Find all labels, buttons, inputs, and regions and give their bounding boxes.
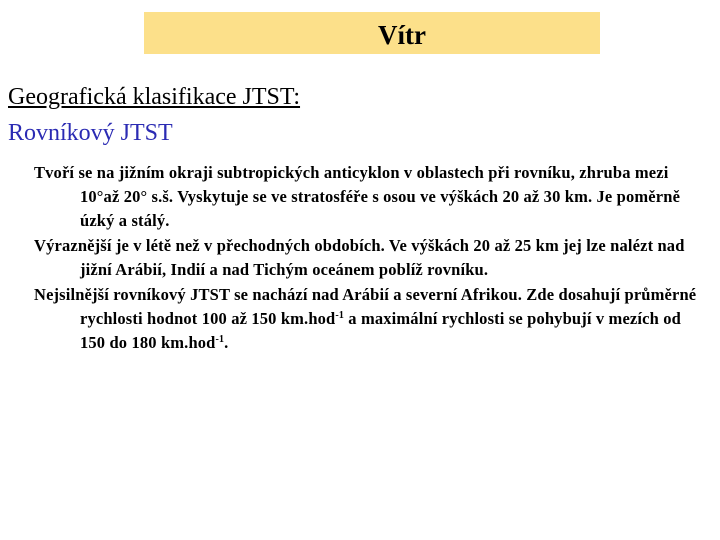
- body-text: [34, 161, 704, 356]
- paragraph-3-part-b: a maximální rychlosti se pohybují v mezích od 150 do 180 km.hod: [80, 309, 681, 352]
- classification-heading: Geografická klasifikace JTST:: [8, 84, 301, 110]
- slide-title: Vítr: [378, 19, 426, 50]
- title-box: [144, 12, 600, 54]
- paragraph-3-part-c: .: [224, 333, 229, 352]
- subheading-equatorial-jtst: Rovníkový JTST: [8, 120, 173, 146]
- paragraph-2: Výraznější je v létě než v přechodných obdobích. Ve výškách 20 až 25 km jej lze nalézt nad jižní Arábií, Indií a nad Tichým oceánem poblíž rovníku.: [34, 236, 685, 279]
- superscript-exponent: -1: [335, 310, 345, 321]
- paragraph-1: Tvoří se na jižním okraji subtropických anticyklon v oblastech při rovníku, zhruba mezi 10°až 20° s.š. Vyskytuje se ve stratosféře s osou ve výškách 20 až 30 km. Je poměrně úzký a stálý.: [34, 163, 681, 230]
- superscript-exponent: -1: [215, 334, 225, 345]
- paragraph-3-part-a: Nejsilnější rovníkový JTST se nachází nad Arábií a severní Afrikou. Zde dosahují průměrné rychlosti hodnot 100 až 150 km.hod: [34, 285, 697, 328]
- paragraph-3: [34, 283, 704, 355]
